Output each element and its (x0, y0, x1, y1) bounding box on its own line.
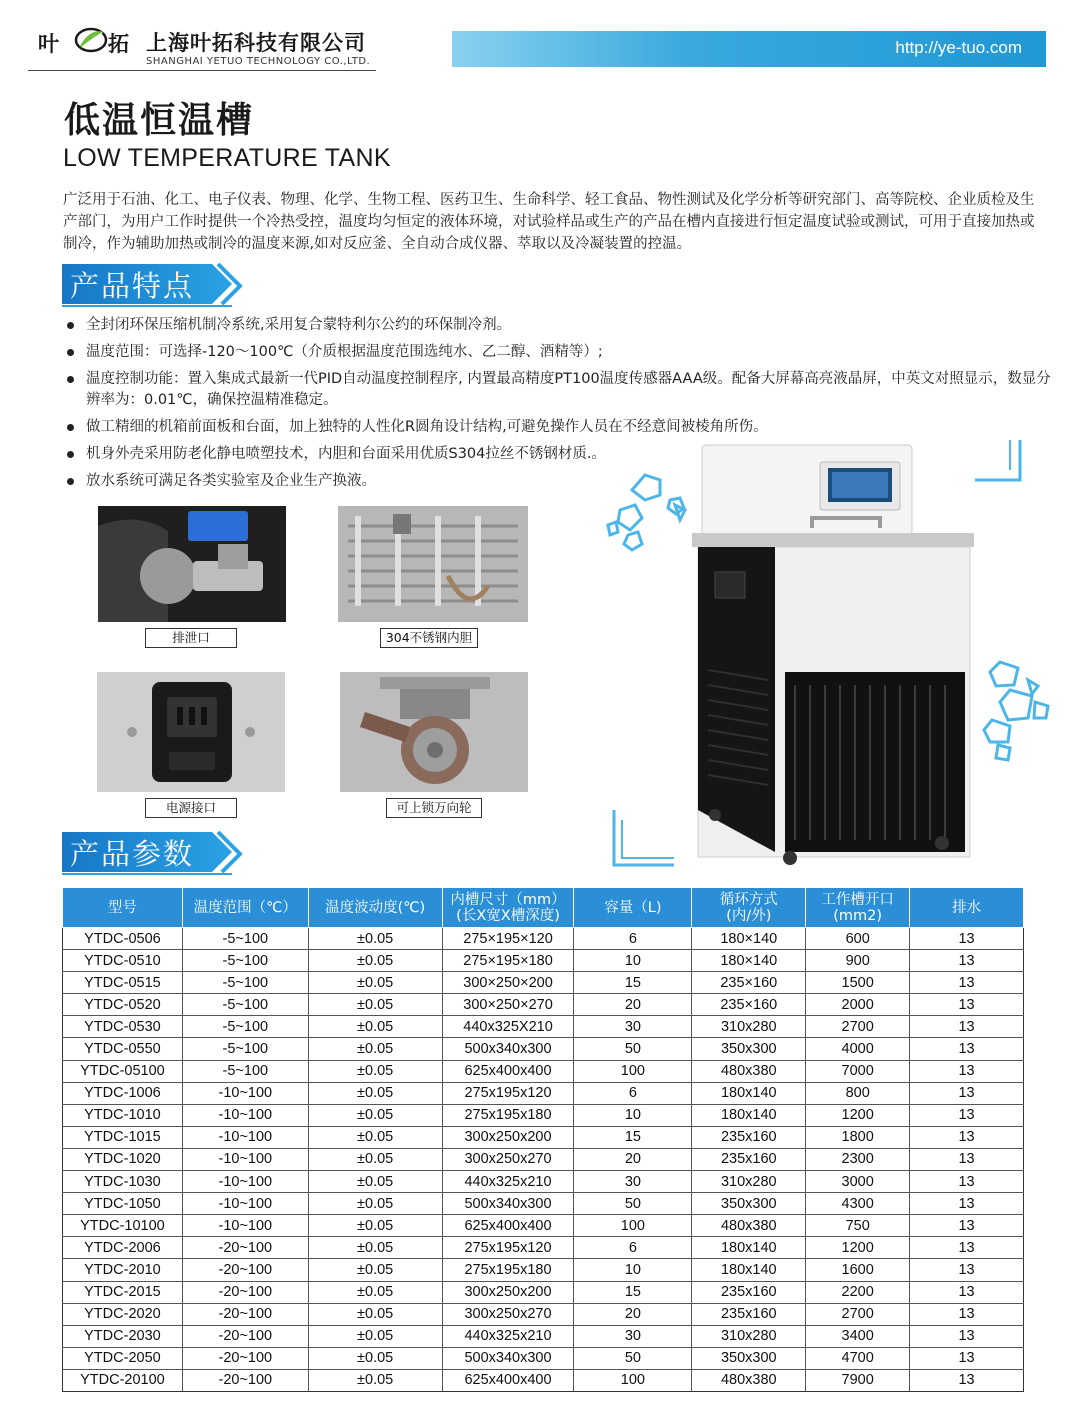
table-cell: 2000 (806, 994, 910, 1016)
table-cell: -20~100 (182, 1325, 308, 1347)
table-row (63, 928, 1024, 950)
table-cell: -20~100 (182, 1347, 308, 1369)
table-row (63, 1126, 1024, 1148)
table-cell: 235x160 (692, 1281, 806, 1303)
column-header-label: 工作槽开口 (821, 891, 894, 908)
table-cell: 350x300 (692, 1347, 806, 1369)
table-cell: ±0.05 (308, 994, 442, 1016)
column-header-label: (mm2) (833, 907, 883, 924)
table-cell: ±0.05 (308, 1303, 442, 1325)
table-cell: 13 (910, 1281, 1024, 1303)
table-cell: YTDC-1010 (63, 1104, 183, 1126)
table-cell: -5~100 (182, 994, 308, 1016)
lockable-caster-caption: 可上锁万向轮 (386, 798, 482, 818)
table-row (63, 1193, 1024, 1215)
table-cell: 6 (574, 1237, 692, 1259)
power-socket-photo (97, 672, 285, 792)
table-cell: ±0.05 (308, 1369, 442, 1391)
table-cell: 2700 (806, 1016, 910, 1038)
column-header-label: 温度波动度(℃) (325, 899, 426, 916)
table-cell: 13 (910, 1060, 1024, 1082)
table-cell: 480x380 (692, 1369, 806, 1391)
table-cell: YTDC-2006 (63, 1237, 183, 1259)
table-cell: 10 (574, 1104, 692, 1126)
table-cell: 15 (574, 1126, 692, 1148)
table-cell: 13 (910, 1369, 1024, 1391)
table-cell: 500x340x300 (442, 1347, 574, 1369)
table-cell: YTDC-1015 (63, 1126, 183, 1148)
drain-outlet-caption: 排泄口 (145, 628, 237, 648)
table-cell: YTDC-2015 (63, 1281, 183, 1303)
table-cell: 13 (910, 1104, 1024, 1126)
table-cell: 7900 (806, 1369, 910, 1391)
table-cell: YTDC-2050 (63, 1347, 183, 1369)
table-cell: 30 (574, 1171, 692, 1193)
column-header (442, 888, 574, 928)
table-cell: 600 (806, 928, 910, 950)
table-cell: YTDC-0510 (63, 950, 183, 972)
params-banner-label: 产品参数 (70, 837, 195, 871)
table-cell: 500x340x300 (442, 1038, 574, 1060)
table-row (63, 1171, 1024, 1193)
table-cell: 3000 (806, 1171, 910, 1193)
table-cell: YTDC-0506 (63, 928, 183, 950)
table-cell: 13 (910, 1325, 1024, 1347)
table-cell: YTDC-2030 (63, 1325, 183, 1347)
table-cell: 440x325X210 (442, 1016, 574, 1038)
table-cell: ±0.05 (308, 1171, 442, 1193)
table-cell: -20~100 (182, 1281, 308, 1303)
column-header-label: 循环方式 (719, 891, 778, 908)
table-cell: -5~100 (182, 950, 308, 972)
table-cell: 275x195x120 (442, 1237, 574, 1259)
table-row (63, 1369, 1024, 1391)
table-cell: 300×250×200 (442, 972, 574, 994)
table-cell: 900 (806, 950, 910, 972)
table-cell: YTDC-1006 (63, 1082, 183, 1104)
table-cell: YTDC-1020 (63, 1148, 183, 1170)
table-cell: 6 (574, 928, 692, 950)
company-name-cn: 上海叶拓科技有限公司 (146, 31, 366, 55)
intro-paragraph: 广泛用于石油、化工、电子仪表、物理、化学、生物工程、医药卫生、生命科学、轻工食品、物性测试及化学分析等研究部门、高等院校、企业质检及生产部门，为用户工作时提供一个冷热受控，温度均匀恒定的液体环境，对试验样品或生产的产品在槽内直接进行恒定温度试验或测试，可用于直接加热或制冷，作为辅助加热或制冷的温度来源,如对反应釜、全自动合成仪器、萃取以及冷凝装置的控温。 (63, 192, 1035, 252)
table-row (63, 1259, 1024, 1281)
table-cell: 275×195×180 (442, 950, 574, 972)
table-cell: 15 (574, 1281, 692, 1303)
column-header-label: 型号 (107, 899, 137, 916)
stainless-liner-caption: 304不锈钢内胆 (380, 628, 478, 648)
table-cell: 13 (910, 1347, 1024, 1369)
table-cell: 275x195x180 (442, 1259, 574, 1281)
table-cell: 10 (574, 1259, 692, 1281)
table-cell: ±0.05 (308, 950, 442, 972)
table-cell: ±0.05 (308, 1347, 442, 1369)
table-cell: -10~100 (182, 1171, 308, 1193)
table-cell: 13 (910, 972, 1024, 994)
table-cell: 180×140 (692, 950, 806, 972)
table-cell: ±0.05 (308, 928, 442, 950)
decorative-hexagons-right (984, 662, 1048, 760)
url-banner (452, 31, 1046, 67)
table-row (63, 1016, 1024, 1038)
table-cell: 500x340x300 (442, 1193, 574, 1215)
lockable-caster-photo (340, 672, 528, 792)
table-cell: ±0.05 (308, 1237, 442, 1259)
table-cell: 1800 (806, 1126, 910, 1148)
table-cell: 13 (910, 1237, 1024, 1259)
table-body (63, 928, 1024, 1392)
table-cell: 625x400x400 (442, 1369, 574, 1391)
table-cell: 50 (574, 1193, 692, 1215)
column-header-label: (内/外) (726, 907, 772, 924)
table-cell: 4700 (806, 1347, 910, 1369)
column-header-label: 温度范围（℃） (193, 899, 297, 916)
table-cell: 20 (574, 1148, 692, 1170)
table-cell: 235×160 (692, 994, 806, 1016)
table-cell: 1200 (806, 1104, 910, 1126)
table-cell: 13 (910, 1193, 1024, 1215)
table-row (63, 1325, 1024, 1347)
table-row (63, 1082, 1024, 1104)
table-cell: 180x140 (692, 1082, 806, 1104)
table-cell: 180x140 (692, 1237, 806, 1259)
product-machine-illustration (580, 440, 1060, 870)
logo-char-right: 拓 (108, 32, 129, 56)
table-cell: 480x380 (692, 1215, 806, 1237)
table-cell: 1600 (806, 1259, 910, 1281)
feature-item: 温度范围：可选择-120～100℃（介质根据温度范围选纯水、乙二醇、酒精等）; (64, 342, 1054, 363)
table-cell: 1500 (806, 972, 910, 994)
table-cell: -20~100 (182, 1237, 308, 1259)
feature-item: 机身外壳采用防老化静电喷塑技术，内胆和台面采用优质S304拉丝不锈钢材质.。 (64, 444, 1054, 465)
table-cell: 235×160 (692, 972, 806, 994)
column-header (806, 888, 910, 928)
table-cell: 275x195x180 (442, 1104, 574, 1126)
column-header (574, 888, 692, 928)
table-cell: 300x250x200 (442, 1281, 574, 1303)
table-cell: 180x140 (692, 1259, 806, 1281)
table-cell: -5~100 (182, 1038, 308, 1060)
table-cell: 100 (574, 1060, 692, 1082)
table-cell: 180×140 (692, 928, 806, 950)
table-cell: -10~100 (182, 1082, 308, 1104)
table-cell: YTDC-0515 (63, 972, 183, 994)
features-banner (62, 262, 252, 308)
table-cell: 1200 (806, 1237, 910, 1259)
table-cell: 310x280 (692, 1016, 806, 1038)
column-header-label: 排水 (952, 899, 982, 916)
logo-char-left: 叶 (38, 32, 60, 56)
table-cell: 30 (574, 1016, 692, 1038)
column-header-label: 内槽尺寸（mm） (450, 891, 566, 908)
table-cell: 275x195x120 (442, 1082, 574, 1104)
table-cell: 625x400x400 (442, 1215, 574, 1237)
table-cell: 235x160 (692, 1148, 806, 1170)
table-row (63, 1148, 1024, 1170)
table-cell: 440x325x210 (442, 1171, 574, 1193)
table-cell: 100 (574, 1215, 692, 1237)
table-cell: 13 (910, 950, 1024, 972)
feature-item: 温度控制功能：置入集成式最新一代PID自动温度控制程序, 内置最高精度PT100温度传感器AAA级。配备大屏幕高亮液晶屏，中英文对照显示，数显分辨率为：0.01℃，确保控温精准稳定。 (64, 369, 1054, 411)
table-cell: 235x160 (692, 1126, 806, 1148)
table-cell: 13 (910, 1259, 1024, 1281)
table-cell: 7000 (806, 1060, 910, 1082)
table-cell: 800 (806, 1082, 910, 1104)
table-cell: 350x300 (692, 1038, 806, 1060)
table-cell: ±0.05 (308, 1193, 442, 1215)
table-row (63, 950, 1024, 972)
table-row (63, 1281, 1024, 1303)
table-cell: 13 (910, 1148, 1024, 1170)
table-cell: 180x140 (692, 1104, 806, 1126)
stainless-liner-photo (338, 506, 528, 622)
column-header-label: (长X宽X槽深度) (456, 907, 560, 924)
table-cell: 310x280 (692, 1325, 806, 1347)
table-cell: 20 (574, 1303, 692, 1325)
table-cell: -5~100 (182, 928, 308, 950)
table-cell: -5~100 (182, 1060, 308, 1082)
table-cell: 440x325x210 (442, 1325, 574, 1347)
table-cell: 4300 (806, 1193, 910, 1215)
table-cell: 3400 (806, 1325, 910, 1347)
feature-item: 放水系统可满足各类实验室及企业生产换液。 (64, 471, 1054, 492)
table-cell: 50 (574, 1347, 692, 1369)
table-cell: YTDC-2010 (63, 1259, 183, 1281)
table-cell: 275×195×120 (442, 928, 574, 950)
table-row (63, 1215, 1024, 1237)
leaf-logo-icon (74, 26, 108, 54)
table-cell: -5~100 (182, 1016, 308, 1038)
page-subtitle: LOW TEMPERATURE TANK (63, 144, 391, 172)
table-cell: YTDC-2020 (63, 1303, 183, 1325)
page-title: 低温恒温槽 (64, 100, 255, 141)
table-cell: 13 (910, 1082, 1024, 1104)
table-cell: 625x400x400 (442, 1060, 574, 1082)
table-cell: 13 (910, 994, 1024, 1016)
table-cell: -10~100 (182, 1148, 308, 1170)
table-row (63, 972, 1024, 994)
table-cell: 2700 (806, 1303, 910, 1325)
decorative-hexagons-left (608, 475, 685, 550)
table-cell: ±0.05 (308, 1259, 442, 1281)
column-header (63, 888, 183, 928)
table-cell: 2300 (806, 1148, 910, 1170)
table-cell: YTDC-05100 (63, 1060, 183, 1082)
table-cell: YTDC-0520 (63, 994, 183, 1016)
table-cell: ±0.05 (308, 972, 442, 994)
table-cell: 10 (574, 950, 692, 972)
page-header (0, 0, 1080, 80)
company-name-en: SHANGHAI YETUO TECHNOLOGY CO.,LTD. (146, 56, 371, 67)
table-row (63, 1104, 1024, 1126)
table-cell: 50 (574, 1038, 692, 1060)
table-cell: 300x250x270 (442, 1148, 574, 1170)
table-cell: 4000 (806, 1038, 910, 1060)
table-cell: 750 (806, 1215, 910, 1237)
table-cell: 15 (574, 972, 692, 994)
table-cell: 13 (910, 928, 1024, 950)
table-cell: YTDC-1050 (63, 1193, 183, 1215)
table-row (63, 1060, 1024, 1082)
column-header (308, 888, 442, 928)
table-cell: 13 (910, 1126, 1024, 1148)
table-cell: ±0.05 (308, 1016, 442, 1038)
table-cell: -10~100 (182, 1215, 308, 1237)
header-divider (28, 70, 376, 71)
table-cell: -20~100 (182, 1369, 308, 1391)
table-cell: -5~100 (182, 972, 308, 994)
table-cell: ±0.05 (308, 1104, 442, 1126)
feature-item: 做工精细的机箱前面板和台面，加上独特的人性化R圆角设计结构,可避免操作人员在不经意间被棱角所伤。 (64, 417, 1054, 438)
table-cell: 2200 (806, 1281, 910, 1303)
column-header (910, 888, 1024, 928)
website-link[interactable]: http://ye-tuo.com (895, 38, 1022, 57)
table-cell: YTDC-10100 (63, 1215, 183, 1237)
table-cell: YTDC-0530 (63, 1016, 183, 1038)
table-cell: 13 (910, 1303, 1024, 1325)
features-banner-label: 产品特点 (70, 269, 195, 303)
table-cell: -10~100 (182, 1193, 308, 1215)
table-cell: ±0.05 (308, 1038, 442, 1060)
table-cell: 310x280 (692, 1171, 806, 1193)
table-row (63, 1237, 1024, 1259)
table-cell: ±0.05 (308, 1148, 442, 1170)
table-cell: 6 (574, 1082, 692, 1104)
column-header (182, 888, 308, 928)
table-cell: 13 (910, 1171, 1024, 1193)
spec-table (62, 887, 1024, 1392)
table-cell: -20~100 (182, 1259, 308, 1281)
feature-item: 全封闭环保压缩机制冷系统,采用复合蒙特利尔公约的环保制冷剂。 (64, 315, 1054, 336)
table-row (63, 1347, 1024, 1369)
table-cell: -10~100 (182, 1104, 308, 1126)
table-cell: 300x250x270 (442, 1303, 574, 1325)
table-cell: 300x250x200 (442, 1126, 574, 1148)
table-cell: ±0.05 (308, 1082, 442, 1104)
table-cell: -10~100 (182, 1126, 308, 1148)
table-cell: YTDC-20100 (63, 1369, 183, 1391)
table-header-row (63, 888, 1024, 928)
table-cell: ±0.05 (308, 1126, 442, 1148)
table-cell: 480x380 (692, 1060, 806, 1082)
table-cell: 235x160 (692, 1303, 806, 1325)
table-cell: 13 (910, 1016, 1024, 1038)
table-cell: ±0.05 (308, 1325, 442, 1347)
table-row (63, 994, 1024, 1016)
drain-outlet-photo (98, 506, 286, 622)
table-cell: 300×250×270 (442, 994, 574, 1016)
table-cell: 30 (574, 1325, 692, 1347)
table-cell: ±0.05 (308, 1060, 442, 1082)
table-row (63, 1303, 1024, 1325)
params-banner (62, 830, 252, 876)
table-row (63, 1038, 1024, 1060)
table-cell: YTDC-0550 (63, 1038, 183, 1060)
table-cell: 13 (910, 1038, 1024, 1060)
table-cell: 13 (910, 1215, 1024, 1237)
table-cell: 350x300 (692, 1193, 806, 1215)
table-cell: ±0.05 (308, 1215, 442, 1237)
table-cell: YTDC-1030 (63, 1171, 183, 1193)
table-cell: 100 (574, 1369, 692, 1391)
column-header (692, 888, 806, 928)
table-cell: 20 (574, 994, 692, 1016)
table-cell: -20~100 (182, 1303, 308, 1325)
column-header-label: 容量（L) (604, 899, 662, 916)
table-cell: ±0.05 (308, 1281, 442, 1303)
power-socket-caption: 电源接口 (145, 798, 237, 818)
